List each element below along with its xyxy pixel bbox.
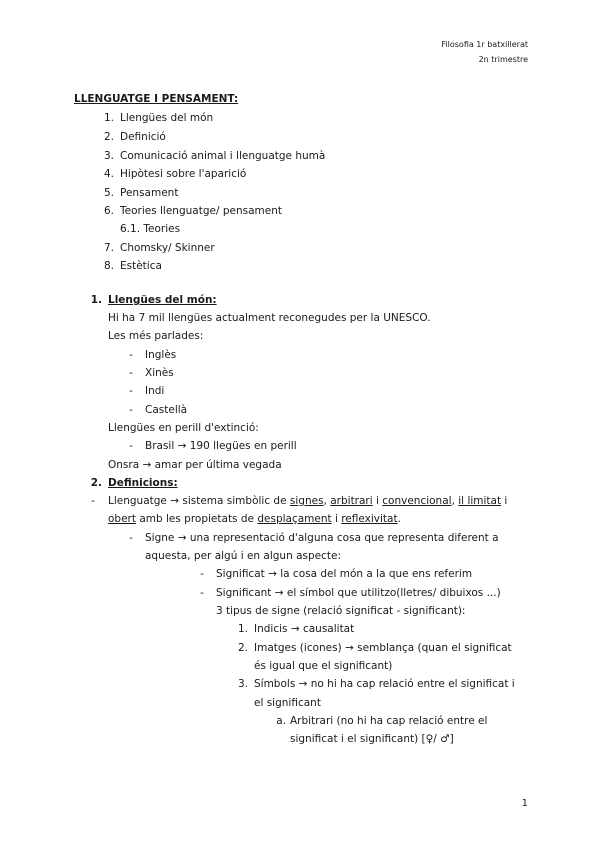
- text: ,: [451, 495, 459, 507]
- text: Llenguatge → sistema simbòlic de: [108, 495, 290, 507]
- paragraph: aquesta, per algú i en algun aspecte:: [145, 550, 341, 562]
- toc-number: 8.: [103, 260, 114, 272]
- header-term: 2n trimestre: [478, 55, 528, 64]
- list-item-continued: significat i el significant) [♀/ ♂]: [290, 733, 454, 745]
- toc-item: Estètica: [120, 260, 162, 272]
- text: amb les propietats de: [135, 513, 258, 525]
- document-title: LLENGUATGE I PENSAMENT:: [74, 93, 239, 105]
- sub-letter: a.: [276, 715, 286, 727]
- list-item: Indi: [145, 385, 165, 397]
- type-number: 1.: [237, 623, 248, 635]
- toc-subitem: 6.1. Teories: [120, 223, 181, 235]
- bullet-dash: -: [91, 495, 95, 507]
- bullet-dash: -: [129, 404, 133, 416]
- paragraph: Onsra → amar per última vegada: [108, 459, 282, 471]
- header-course: Filosofia 1r batxillerat: [441, 40, 528, 49]
- section-heading: Llengües del món:: [108, 294, 217, 306]
- type-number: 2.: [237, 642, 248, 654]
- list-item: Imatges (icones) → semblança (quan el significat: [254, 642, 512, 654]
- list-item: Arbitrari (no hi ha cap relació entre el: [290, 715, 488, 727]
- keyword: il limitat: [458, 495, 502, 507]
- toc-item: Pensament: [120, 187, 179, 199]
- toc-number: 7.: [103, 242, 114, 254]
- paragraph: Hi ha 7 mil llengües actualment reconegudes per la UNESCO.: [108, 312, 431, 324]
- page-number: 1: [521, 798, 528, 809]
- toc-number: 6.: [103, 205, 114, 217]
- list-item: Significat → la cosa del món a la que ens referim: [216, 568, 473, 580]
- list-item: Indicis → causalitat: [254, 623, 355, 635]
- bullet-dash: -: [129, 532, 133, 544]
- paragraph: Signe → una representació d'alguna cosa que representa diferent a: [145, 532, 499, 544]
- section-number: 2.: [90, 477, 102, 489]
- list-item: Xinès: [145, 367, 174, 379]
- list-item-continued: el significant: [254, 697, 321, 709]
- section-heading: Definicions:: [108, 477, 178, 489]
- toc-number: 4.: [103, 168, 114, 180]
- text: i: [331, 513, 342, 525]
- toc-item: Hipòtesi sobre l'aparició: [120, 168, 247, 180]
- keyword: convencional: [382, 495, 452, 507]
- text: ,: [323, 495, 331, 507]
- paragraph: Les més parlades:: [108, 330, 204, 342]
- bullet-dash: -: [129, 367, 133, 379]
- toc-item: Chomsky/ Skinner: [120, 242, 215, 254]
- toc-item: Teories llenguatge/ pensament: [120, 205, 282, 217]
- keyword: reflexivitat: [341, 513, 398, 525]
- keyword: obert: [108, 513, 136, 525]
- bullet-dash: -: [200, 587, 204, 599]
- list-item: Significant → el símbol que utilitzo(lletres/ dibuixos ...): [216, 587, 501, 599]
- definition-line: [108, 513, 401, 525]
- paragraph: 3 tipus de signe (relació significat - significant):: [216, 605, 466, 617]
- bullet-dash: -: [129, 440, 133, 452]
- toc-number: 3.: [103, 150, 114, 162]
- list-item: Castellà: [145, 404, 188, 416]
- toc-number: 5.: [103, 187, 114, 199]
- text: i: [501, 495, 508, 507]
- type-number: 3.: [237, 678, 248, 690]
- list-item-continued: és igual que el significant): [254, 660, 393, 672]
- section-number: 1.: [90, 294, 102, 306]
- list-item: Símbols → no hi ha cap relació entre el significat i: [254, 678, 515, 690]
- toc-item: Definició: [120, 131, 166, 143]
- text: i: [372, 495, 383, 507]
- text: .: [397, 513, 401, 525]
- toc-number: 1.: [103, 112, 114, 124]
- bullet-dash: -: [200, 568, 204, 580]
- toc-number: 2.: [103, 131, 114, 143]
- bullet-dash: -: [129, 349, 133, 361]
- bullet-dash: -: [129, 385, 133, 397]
- list-item: Brasil → 190 llegües en perill: [145, 440, 297, 452]
- keyword: arbitrari: [330, 495, 373, 507]
- list-item: Inglès: [145, 349, 177, 361]
- keyword: desplaçament: [257, 513, 332, 525]
- definition-line: [108, 495, 507, 507]
- paragraph: Llengües en perill d'extinció:: [108, 422, 259, 434]
- toc-item: Comunicació animal i llenguatge humà: [120, 150, 326, 162]
- toc-item: Llengües del món: [120, 112, 214, 124]
- keyword: signes: [289, 495, 324, 507]
